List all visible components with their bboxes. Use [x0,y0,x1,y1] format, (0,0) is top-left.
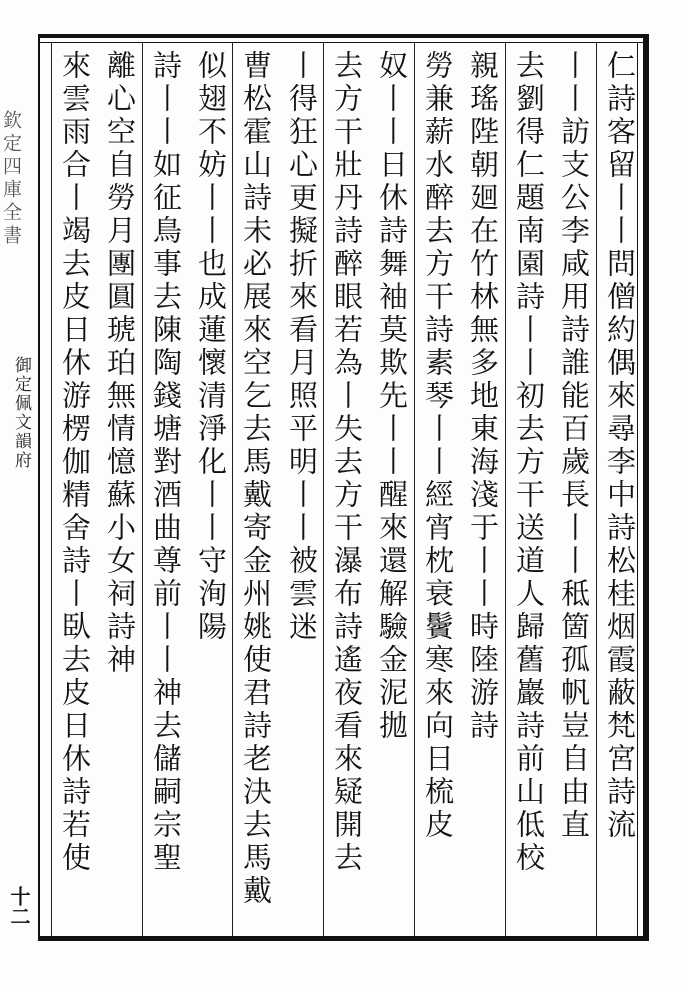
top-border-inner [38,42,649,43]
text-column-8: 丨得狂心更擬折來看月照平明丨丨被雲迷 [285,50,319,644]
text-column-9: 曹松霍山詩未必展來空乞去馬戴寄金州姚使君詩老決去馬戴 [239,50,273,908]
bottom-border [38,936,649,941]
book-title: 御定佩文韻府 [11,356,31,470]
running-title: 欽定四庫全書 [0,110,22,248]
text-column-10: 似翅不妨丨丨也成蓮懷清淨化丨丨守洵陽 [194,50,228,644]
text-column-3: 去劉得仁題南園詩丨丨初去方干送道人歸舊巖詩前山低校 [512,50,546,875]
column-rule [505,43,506,936]
column-rule [142,43,143,936]
text-column-12: 離心空自勞月團圓琥珀無情憶蘇小女祠詩神 [103,50,137,677]
text-column-6: 奴丨丨日休詩舞袖莫欺先丨丨醒來還解驗金泥拋 [375,50,409,743]
text-column-1: 仁詩客留丨丨問僧約偶來尋李中詩松桂烟霞蔽梵宮詩流 [603,50,637,842]
right-border [643,34,649,941]
text-column-11: 詩丨丨如征鳥事去陳陶錢塘對酒曲尊前丨丨神去儲嗣宗聖 [149,50,183,875]
text-column-4: 親瑤陛朝廻在竹林無多地東海淺于丨丨時陸游詩 [466,50,500,743]
top-border [38,34,649,38]
column-rule [51,43,52,936]
column-rule [414,43,415,936]
page-margin-strip [0,38,40,936]
text-column-13: 來雲雨合丨竭去皮日休游楞伽精舍詩丨臥去皮日休詩若使 [58,50,92,875]
text-column-7: 去方干壯丹詩醉眼若為丨失去方干瀑布詩遙夜看來疑開去 [330,50,364,875]
page-number: 十二 [7,886,31,926]
column-rule [596,43,597,936]
text-column-5: 勞兼薪水醉去方干詩素琴丨丨經宵枕衰鬢寒來向日梳皮 [421,50,455,842]
text-column-2: 丨丨訪支公李咸用詩誰能百歲長丨丨秪箇孤帆豈自由直 [557,50,591,842]
